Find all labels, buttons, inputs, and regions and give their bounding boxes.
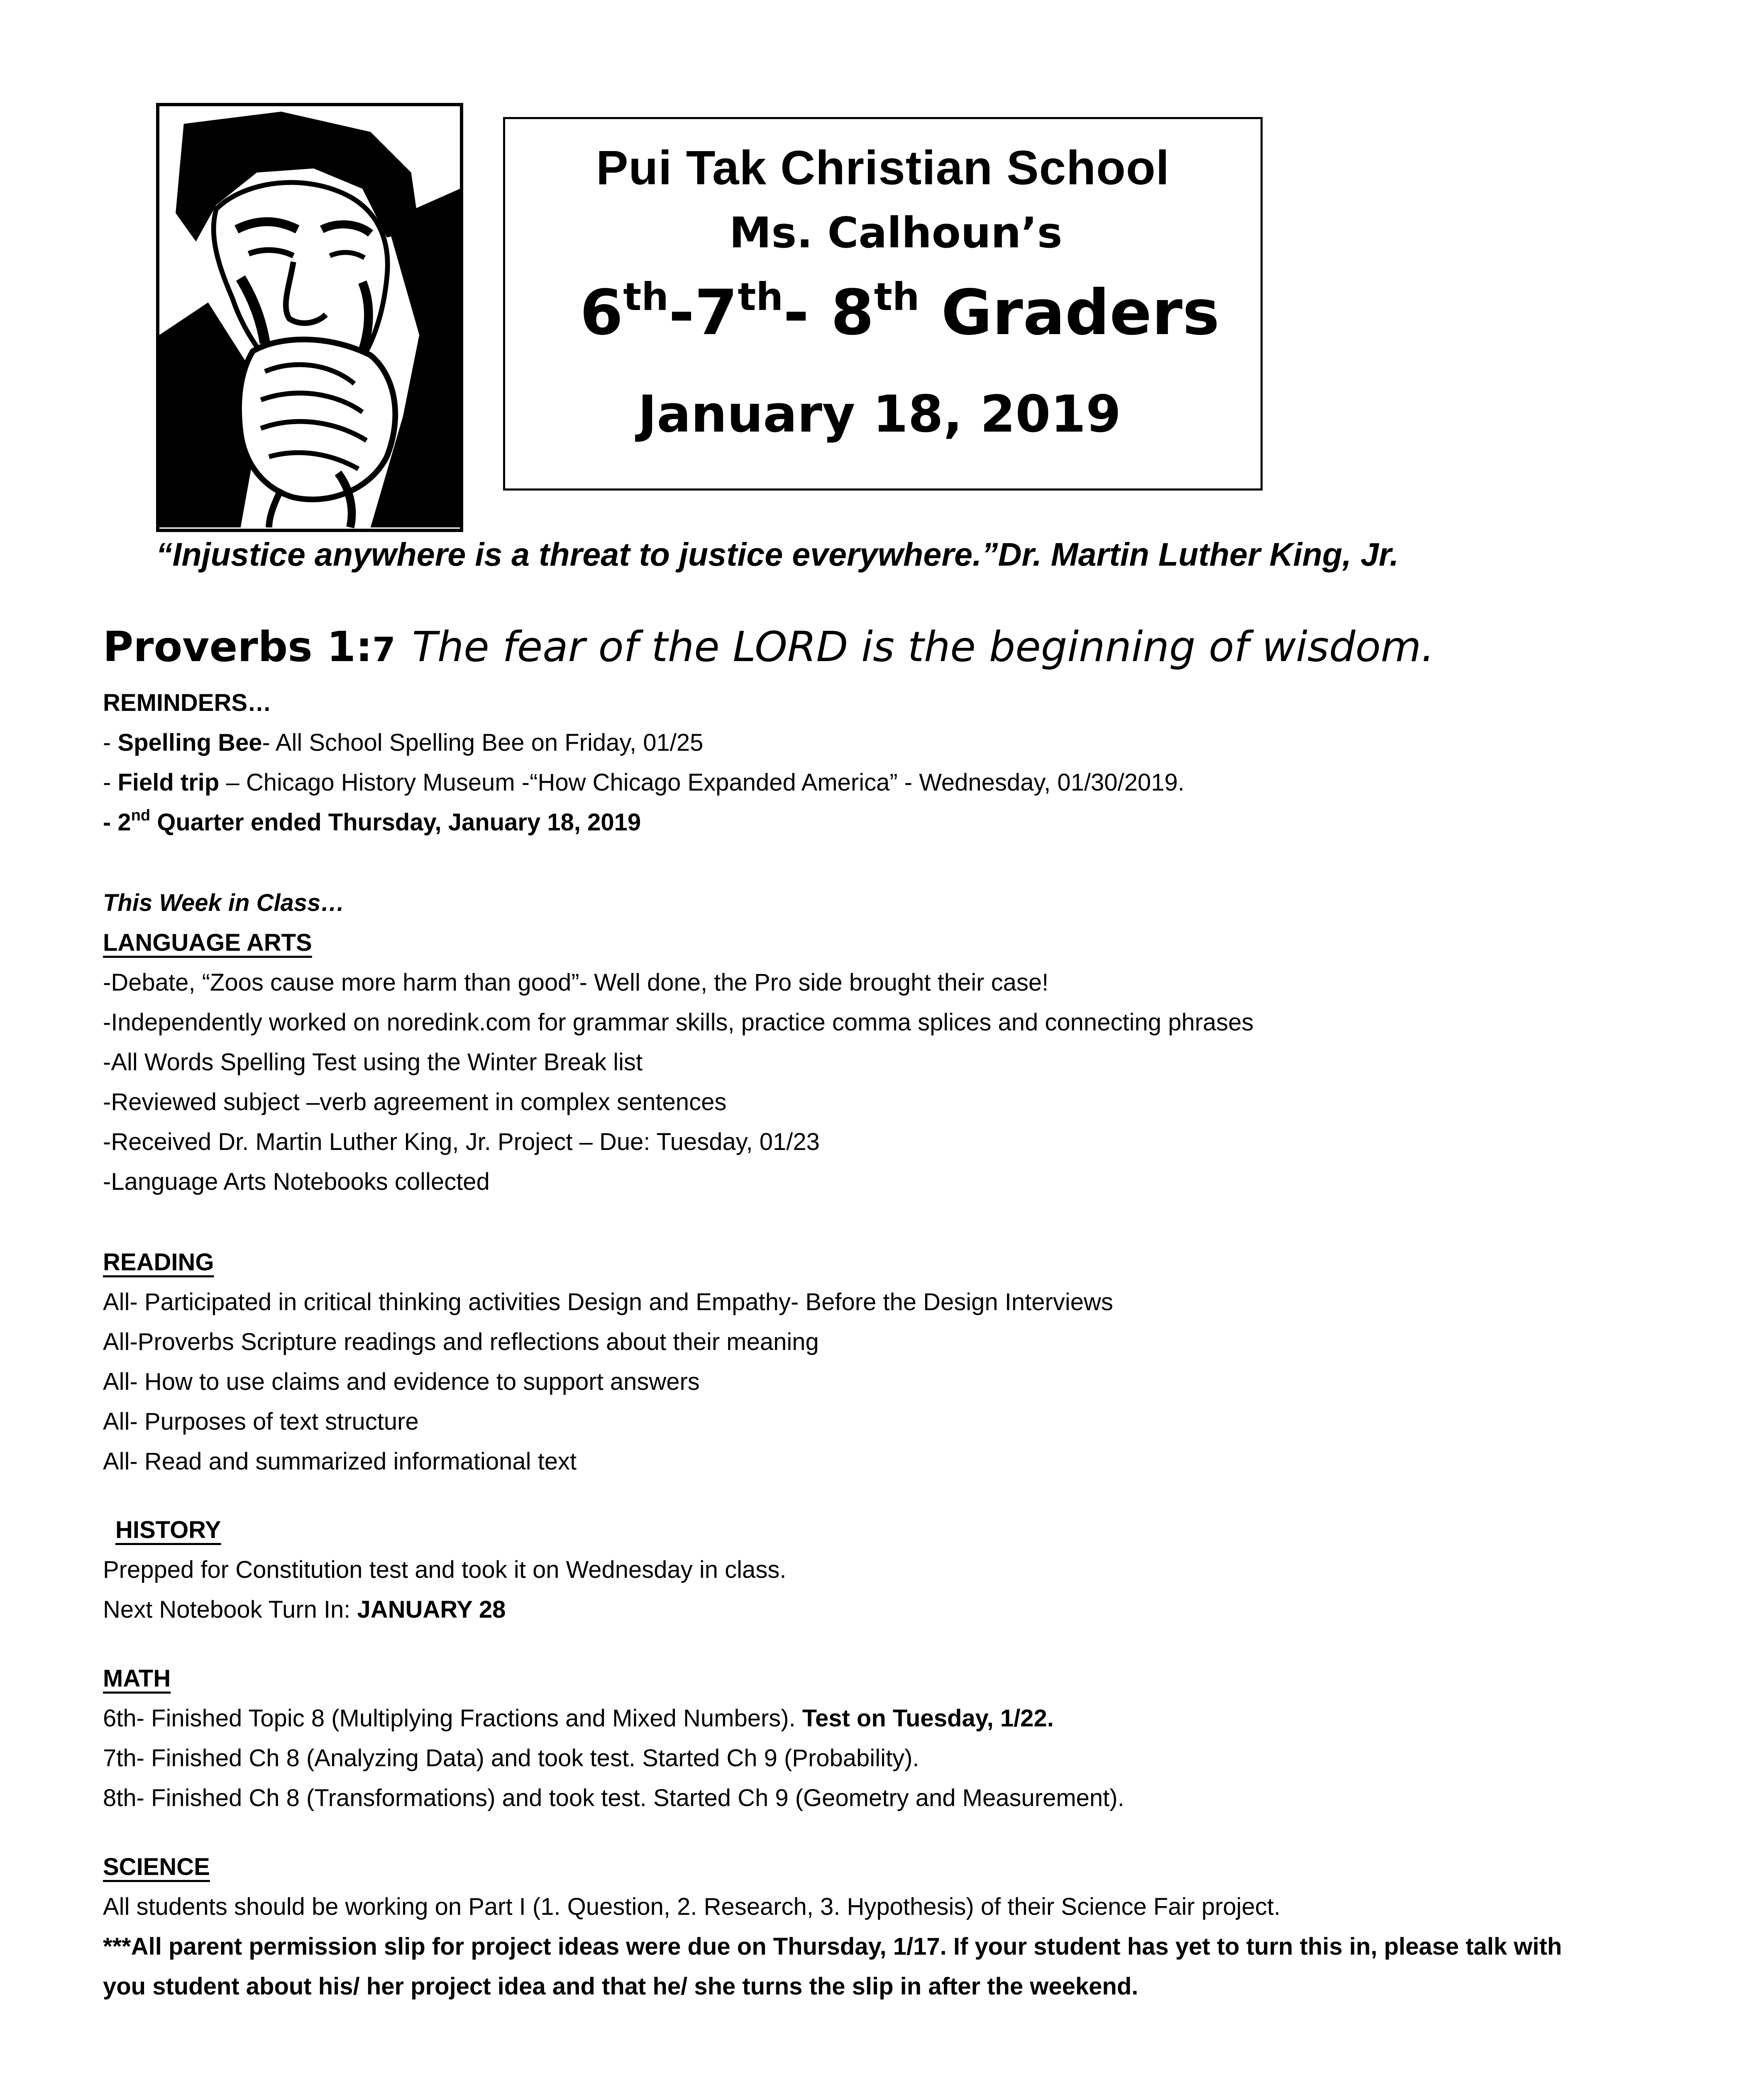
mlk-portrait — [156, 103, 463, 532]
grades-title — [580, 277, 1219, 349]
grade-8: 8 — [831, 277, 874, 349]
math-7th-line: 7th- Finished Ch 8 (Analyzing Data) and took test. Started Ch 9 (Probability). — [103, 1745, 919, 1772]
this-week-heading: This Week in Class… — [103, 889, 345, 916]
reading-item: All- Read and summarized informational text — [103, 1448, 577, 1475]
grade-6: 6 — [580, 277, 623, 349]
language-arts-item: -Received Dr. Martin Luther King, Jr. Project – Due: Tuesday, 01/23 — [103, 1128, 820, 1155]
proverb-line — [103, 622, 1434, 671]
science-line: All students should be working on Part I (1. Question, 2. Research, 3. Hypothesis) of their Science Fair project. — [103, 1893, 1280, 1920]
reading-item: All- How to use claims and evidence to support answers — [103, 1368, 700, 1395]
science-heading: SCIENCE — [103, 1853, 210, 1880]
reading-item: All- Purposes of text structure — [103, 1408, 419, 1435]
language-arts-item: -All Words Spelling Test using the Winter Break list — [103, 1049, 643, 1076]
grade-dash-1: - — [668, 277, 695, 349]
grade-8-suffix: th — [874, 275, 920, 319]
math-6th-line: 6th- Finished Topic 8 (Multiplying Fractions and Mixed Numbers). Test on Tuesday, 1/22. — [103, 1705, 1054, 1732]
math-8th-line: 8th- Finished Ch 8 (Transformations) and took test. Started Ch 9 (Geometry and Measurement). — [103, 1784, 1124, 1811]
school-name: Pui Tak Christian School — [596, 141, 1170, 195]
grades-word: Graders — [941, 277, 1220, 349]
history-heading: HISTORY — [115, 1516, 221, 1543]
portrait-signature: Ri'Shaun'Ra — [177, 404, 206, 474]
newsletter-date: January 18, 2019 — [638, 385, 1121, 444]
history-notebook-line: Next Notebook Turn In: JANUARY 28 — [103, 1596, 506, 1623]
teacher-name: Ms. Calhoun’s — [729, 208, 1063, 258]
reading-item: All-Proverbs Scripture readings and reflections about their meaning — [103, 1328, 819, 1355]
language-arts-item: -Debate, “Zoos cause more harm than good”- Well done, the Pro side brought their case! — [103, 969, 1049, 996]
reading-heading: READING — [103, 1249, 214, 1276]
reminder-field-trip: - Field trip – Chicago History Museum -“How Chicago Expanded America” - Wednesday, 01/30/2019. — [103, 769, 1185, 796]
grade-6-suffix: th — [623, 275, 669, 319]
reminders-heading: REMINDERS… — [103, 689, 272, 716]
proverb-verse: 7 — [372, 630, 396, 669]
language-arts-item: -Language Arts Notebooks collected — [103, 1168, 490, 1195]
title-box — [503, 117, 1263, 491]
mlk-portrait-drawing — [159, 106, 460, 529]
proverb-text: The fear of the LORD is the beginning of wisdom. — [412, 622, 1434, 671]
language-arts-heading: LANGUAGE ARTS — [103, 929, 312, 956]
reminder-spelling-bee: - Spelling Bee- All School Spelling Bee on Friday, 01/25 — [103, 729, 704, 756]
mlk-quote: “Injustice anywhere is a threat to justice everywhere.”Dr. Martin Luther King, Jr. — [156, 536, 1399, 573]
proverb-reference: Proverbs 1: — [103, 622, 373, 671]
language-arts-item: -Reviewed subject –verb agreement in complex sentences — [103, 1089, 727, 1116]
grade-dash-2: - — [783, 277, 831, 349]
science-note: you student about his/ her project idea and that he/ she turns the slip in after the weekend. — [103, 1973, 1139, 2000]
science-note: ***All parent permission slip for project ideas were due on Thursday, 1/17. If your student has yet to turn this in, please talk with — [103, 1933, 1562, 1960]
grade-7: 7 — [694, 277, 738, 349]
math-heading: MATH — [103, 1665, 171, 1692]
grade-7-suffix: th — [738, 275, 783, 319]
language-arts-item: -Independently worked on noredink.com for grammar skills, practice comma splices and connecting phrases — [103, 1009, 1254, 1036]
reminder-quarter-end: - 2nd Quarter ended Thursday, January 18, 2019 — [103, 807, 641, 836]
history-line: Prepped for Constitution test and took it on Wednesday in class. — [103, 1556, 787, 1583]
reading-item: All- Participated in critical thinking activities Design and Empathy- Before the Design Interviews — [103, 1289, 1113, 1316]
